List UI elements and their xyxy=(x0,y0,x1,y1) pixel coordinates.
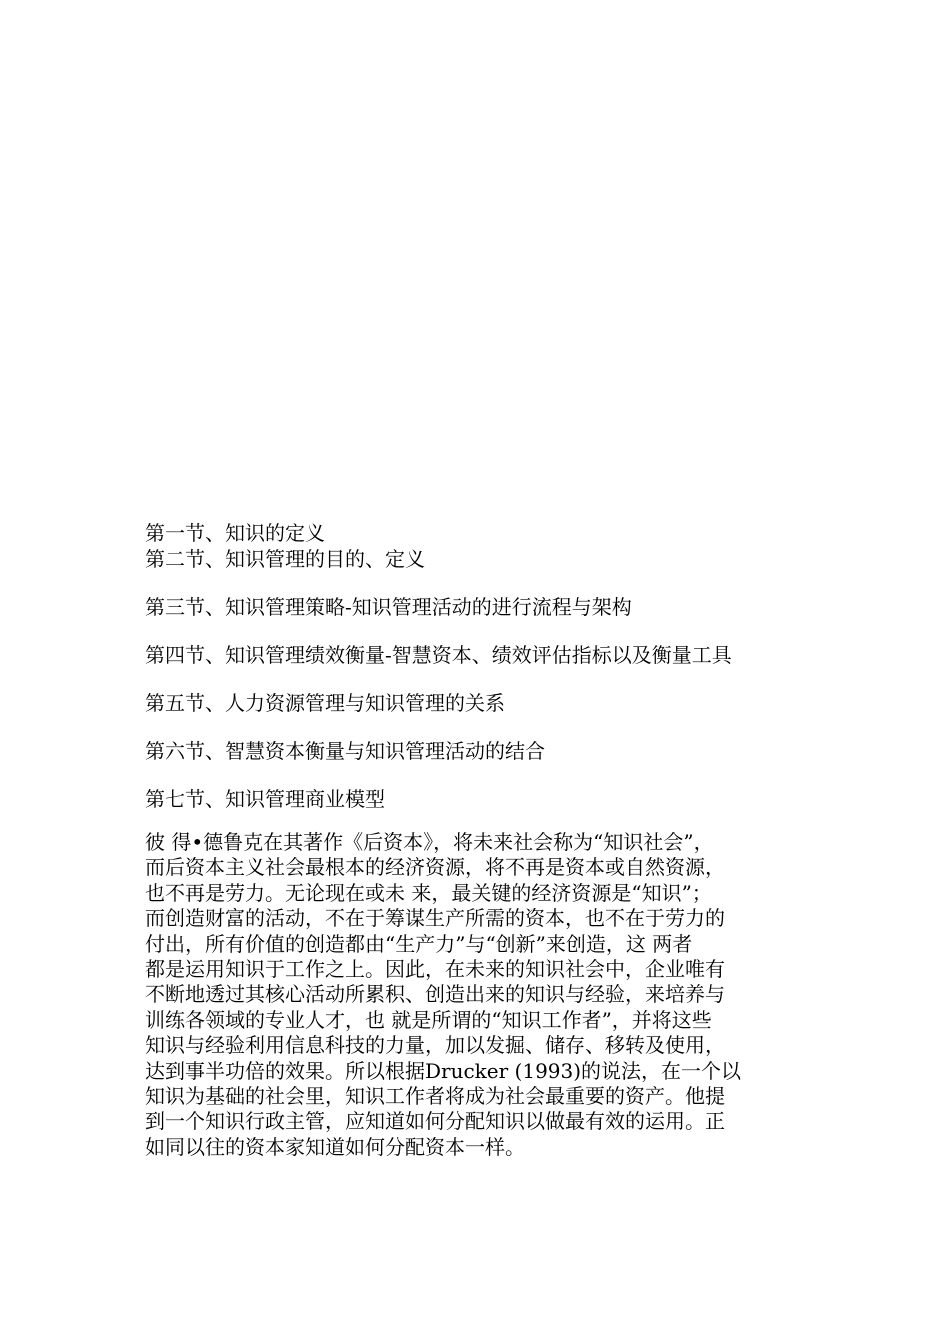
paragraph-line: 而后资本主义社会最根本的经济资源，将不再是资本或自然资源， xyxy=(145,855,725,880)
paragraph-line: 也不再是劳力。无论现在或未 来，最关键的经济资源是“知识”； xyxy=(145,880,712,905)
paragraph-line: 训练各领域的专业人才，也 就是所谓的“知识工作者”，并将这些 xyxy=(145,1007,712,1032)
paragraph-line: 都是运用知识于工作之上。因此，在未来的知识社会中，企业唯有 xyxy=(145,957,725,982)
paragraph-line: 彼 得•德鲁克在其著作《后资本》，将未来社会称为“知识社会”， xyxy=(145,830,714,854)
paragraph-line: 而创造财富的活动，不在于筹谋生产所需的资本，也不在于劳力的 xyxy=(145,906,725,931)
table-of-contents xyxy=(145,520,825,812)
toc-item-2: 第二节、知识管理的目的、定义 xyxy=(145,547,425,571)
paragraph-line: 如同以往的资本家知道如何分配资本一样。 xyxy=(145,1134,525,1159)
toc-item-4: 第四节、知识管理绩效衡量-智慧资本、绩效评估指标以及衡量工具 xyxy=(145,643,732,667)
paragraph-line: 达到事半功倍的效果。所以根据Drucker (1993)的说法，在一个以 xyxy=(145,1058,742,1083)
paragraph-line: 付出，所有价值的创造都由“生产力”与“创新”来创造，这 两者 xyxy=(145,931,693,956)
toc-item-6: 第六节、智慧资本衡量与知识管理活动的结合 xyxy=(145,739,545,763)
toc-item-1: 第一节、知识的定义 xyxy=(145,521,325,545)
toc-item-3: 第三节、知识管理策略-知识管理活动的进行流程与架构 xyxy=(145,595,632,619)
paragraph-line: 不断地透过其核心活动所累积、创造出来的知识与经验，来培养与 xyxy=(145,982,725,1007)
paragraph-line: 到一个知识行政主管，应知道如何分配知识以做最有效的运用。正 xyxy=(145,1109,725,1134)
body-paragraph xyxy=(145,830,810,1160)
paragraph-line: 知识与经验利用信息科技的力量，加以发掘、储存、移转及使用， xyxy=(145,1033,725,1058)
toc-item-5: 第五节、人力资源管理与知识管理的关系 xyxy=(145,691,505,715)
paragraph-line: 知识为基础的社会里，知识工作者将成为社会最重要的资产。他提 xyxy=(145,1084,725,1109)
toc-item-7: 第七节、知识管理商业模型 xyxy=(145,787,385,811)
